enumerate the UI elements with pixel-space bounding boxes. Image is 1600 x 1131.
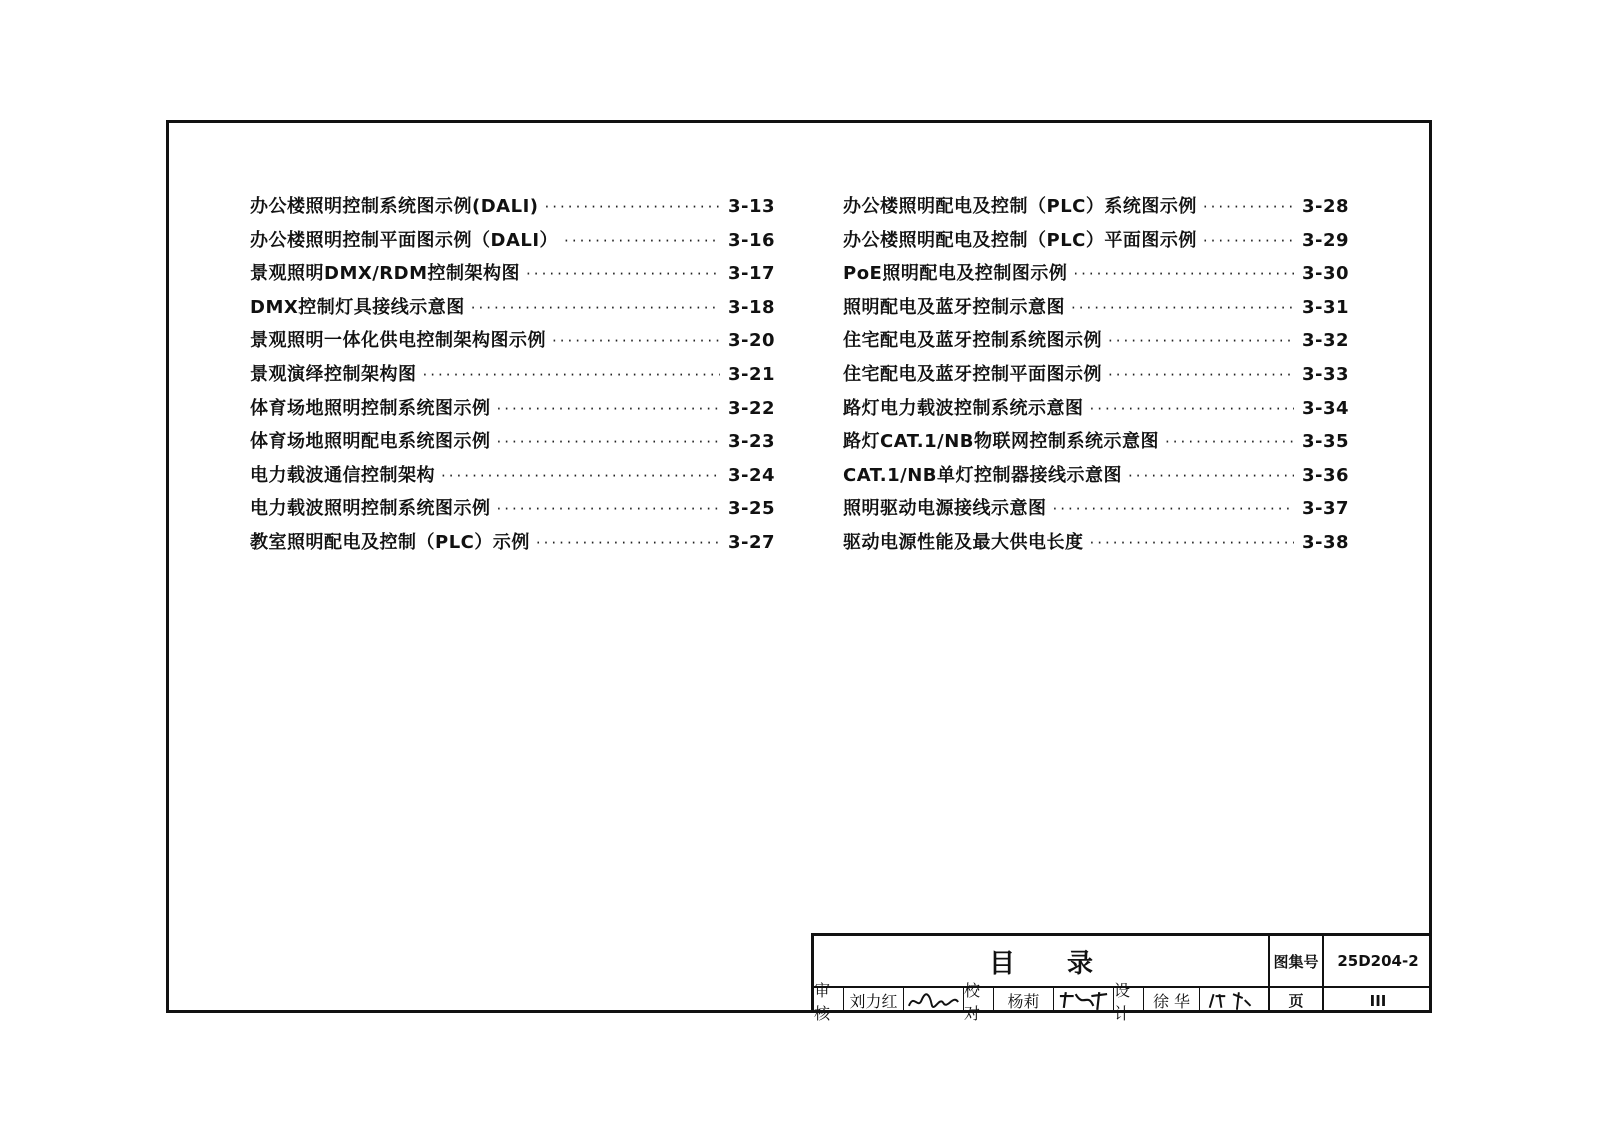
toc-item[interactable] — [843, 425, 1349, 459]
toc-item-title: 景观照明DMX/RDM控制架构图 — [250, 263, 521, 285]
toc-leader-dots — [1090, 527, 1294, 561]
toc-leader-dots — [497, 493, 720, 527]
toc-leader-dots — [1108, 325, 1294, 359]
toc-item[interactable] — [250, 459, 775, 493]
toc-item-page: 3-25 — [727, 498, 775, 520]
toc-item[interactable] — [250, 425, 775, 459]
review-signature — [904, 988, 964, 1013]
toc-item-title: 景观演绎控制架构图 — [250, 363, 417, 385]
toc-item[interactable] — [250, 492, 775, 526]
toc-item-title: 办公楼照明配电及控制（PLC）系统图示例 — [843, 196, 1197, 217]
toc-item-page: 3-16 — [727, 229, 775, 251]
title-block — [811, 933, 1432, 1023]
toc-item-title: 路灯CAT.1/NB物联网控制系统示意图 — [843, 431, 1160, 453]
toc-leader-dots — [471, 292, 720, 326]
toc-item[interactable] — [250, 358, 775, 392]
page-number: III — [1369, 991, 1387, 1010]
review-label: 审核 — [814, 988, 844, 1013]
page-label: 页 — [1270, 988, 1324, 1013]
toc-item-title: 景观照明一体化供电控制架构图示例 — [250, 330, 546, 352]
toc-item-title: 办公楼照明控制系统图示例(DALI) — [250, 196, 539, 217]
signature-icon — [904, 988, 963, 1013]
toc-leader-dots — [1090, 393, 1294, 427]
toc-item-page: 3-36 — [1301, 464, 1349, 486]
toc-item-page: 3-20 — [727, 330, 775, 352]
toc-item-page: 3-34 — [1301, 397, 1349, 419]
signature-icon — [1054, 988, 1113, 1013]
toc-item-page: 3-28 — [1301, 196, 1349, 217]
toc-item-page: 3-24 — [727, 464, 775, 486]
toc-item[interactable] — [250, 526, 775, 560]
toc-leader-dots — [497, 426, 720, 460]
design-name: 徐 华 — [1144, 988, 1200, 1013]
toc-item[interactable] — [250, 257, 775, 291]
toc-item-page: 3-30 — [1301, 263, 1349, 285]
toc-item-page: 3-23 — [727, 431, 775, 453]
design-signature — [1200, 988, 1270, 1013]
toc-leader-dots — [1203, 191, 1294, 225]
toc-item[interactable] — [843, 190, 1349, 224]
toc-item-title: 驱动电源性能及最大供电长度 — [843, 531, 1084, 553]
toc-leader-dots — [564, 225, 720, 259]
toc-leader-dots — [552, 325, 720, 359]
design-label: 设计 — [1114, 988, 1144, 1013]
toc-item-title: 路灯电力载波控制系统示意图 — [843, 397, 1084, 419]
toc-item[interactable] — [843, 392, 1349, 426]
toc-leader-dots — [1071, 292, 1294, 326]
toc-leader-dots — [1073, 258, 1294, 292]
check-name: 杨莉 — [994, 988, 1054, 1013]
toc-item[interactable] — [250, 190, 775, 224]
toc-item-page: 3-29 — [1301, 229, 1349, 251]
toc-item-title: 体育场地照明配电系统图示例 — [250, 431, 491, 453]
toc-item-page: 3-27 — [727, 531, 775, 553]
toc-leader-dots — [536, 527, 720, 561]
toc-item-page: 3-38 — [1301, 531, 1349, 553]
toc-item-page: 3-22 — [727, 397, 775, 419]
toc-item[interactable] — [843, 224, 1349, 258]
toc-item-title: 电力载波通信控制架构 — [250, 464, 435, 486]
check-label: 校对 — [964, 988, 994, 1013]
toc-item-title: 住宅配电及蓝牙控制系统图示例 — [843, 330, 1102, 352]
toc-item-page: 3-17 — [727, 263, 775, 285]
toc-item[interactable] — [843, 358, 1349, 392]
toc-item-page: 3-33 — [1301, 363, 1349, 385]
toc-item-page: 3-31 — [1301, 296, 1349, 318]
toc-item[interactable] — [843, 257, 1349, 291]
toc-item[interactable] — [250, 224, 775, 258]
toc-item[interactable] — [250, 324, 775, 358]
signature-icon — [1200, 988, 1268, 1013]
toc-leader-dots — [1108, 359, 1294, 393]
toc-item[interactable] — [843, 291, 1349, 325]
toc-leader-dots — [1165, 426, 1294, 460]
toc-item-title: 住宅配电及蓝牙控制平面图示例 — [843, 363, 1102, 385]
toc-item[interactable] — [843, 459, 1349, 493]
toc-right-column — [843, 190, 1349, 560]
toc-item-title: 电力载波照明控制系统图示例 — [250, 498, 491, 520]
toc-leader-dots — [1203, 225, 1294, 259]
atlas-number-value: 25D204-2 — [1324, 936, 1432, 988]
toc-item-page: 3-13 — [727, 196, 775, 217]
toc-item[interactable] — [843, 526, 1349, 560]
toc-item-title: 教室照明配电及控制（PLC）示例 — [250, 531, 530, 553]
toc-leader-dots — [441, 460, 720, 494]
toc-item-title: CAT.1/NB单灯控制器接线示意图 — [843, 464, 1123, 486]
toc-item-page: 3-35 — [1301, 431, 1349, 453]
toc-item-title: 办公楼照明控制平面图示例（DALI） — [250, 229, 559, 251]
toc-item-title: 办公楼照明配电及控制（PLC）平面图示例 — [843, 229, 1197, 251]
toc-item-page: 3-18 — [727, 296, 775, 318]
check-signature — [1054, 988, 1114, 1013]
toc-item[interactable] — [843, 324, 1349, 358]
toc-leader-dots — [526, 258, 720, 292]
toc-leader-dots — [497, 393, 720, 427]
toc-leader-dots — [1053, 493, 1294, 527]
toc-item[interactable] — [250, 392, 775, 426]
toc-left-column — [250, 190, 775, 560]
title-block-title: 目录 — [814, 936, 1270, 988]
toc-item-page: 3-21 — [727, 363, 775, 385]
toc-leader-dots — [545, 191, 720, 225]
toc-item[interactable] — [843, 492, 1349, 526]
toc-item-title: 体育场地照明控制系统图示例 — [250, 397, 491, 419]
toc-item-page: 3-37 — [1301, 498, 1349, 520]
toc-item-page: 3-32 — [1301, 330, 1349, 352]
toc-item-title: PoE照明配电及控制图示例 — [843, 263, 1068, 285]
toc-leader-dots — [423, 359, 720, 393]
toc-item-title: 照明驱动电源接线示意图 — [843, 498, 1047, 520]
toc-item-title: DMX控制灯具接线示意图 — [250, 296, 465, 318]
toc-item-title: 照明配电及蓝牙控制示意图 — [843, 296, 1065, 318]
toc-leader-dots — [1128, 460, 1294, 494]
review-name: 刘力红 — [844, 988, 904, 1013]
toc-item[interactable] — [250, 291, 775, 325]
atlas-number-label: 图集号 — [1270, 936, 1324, 988]
